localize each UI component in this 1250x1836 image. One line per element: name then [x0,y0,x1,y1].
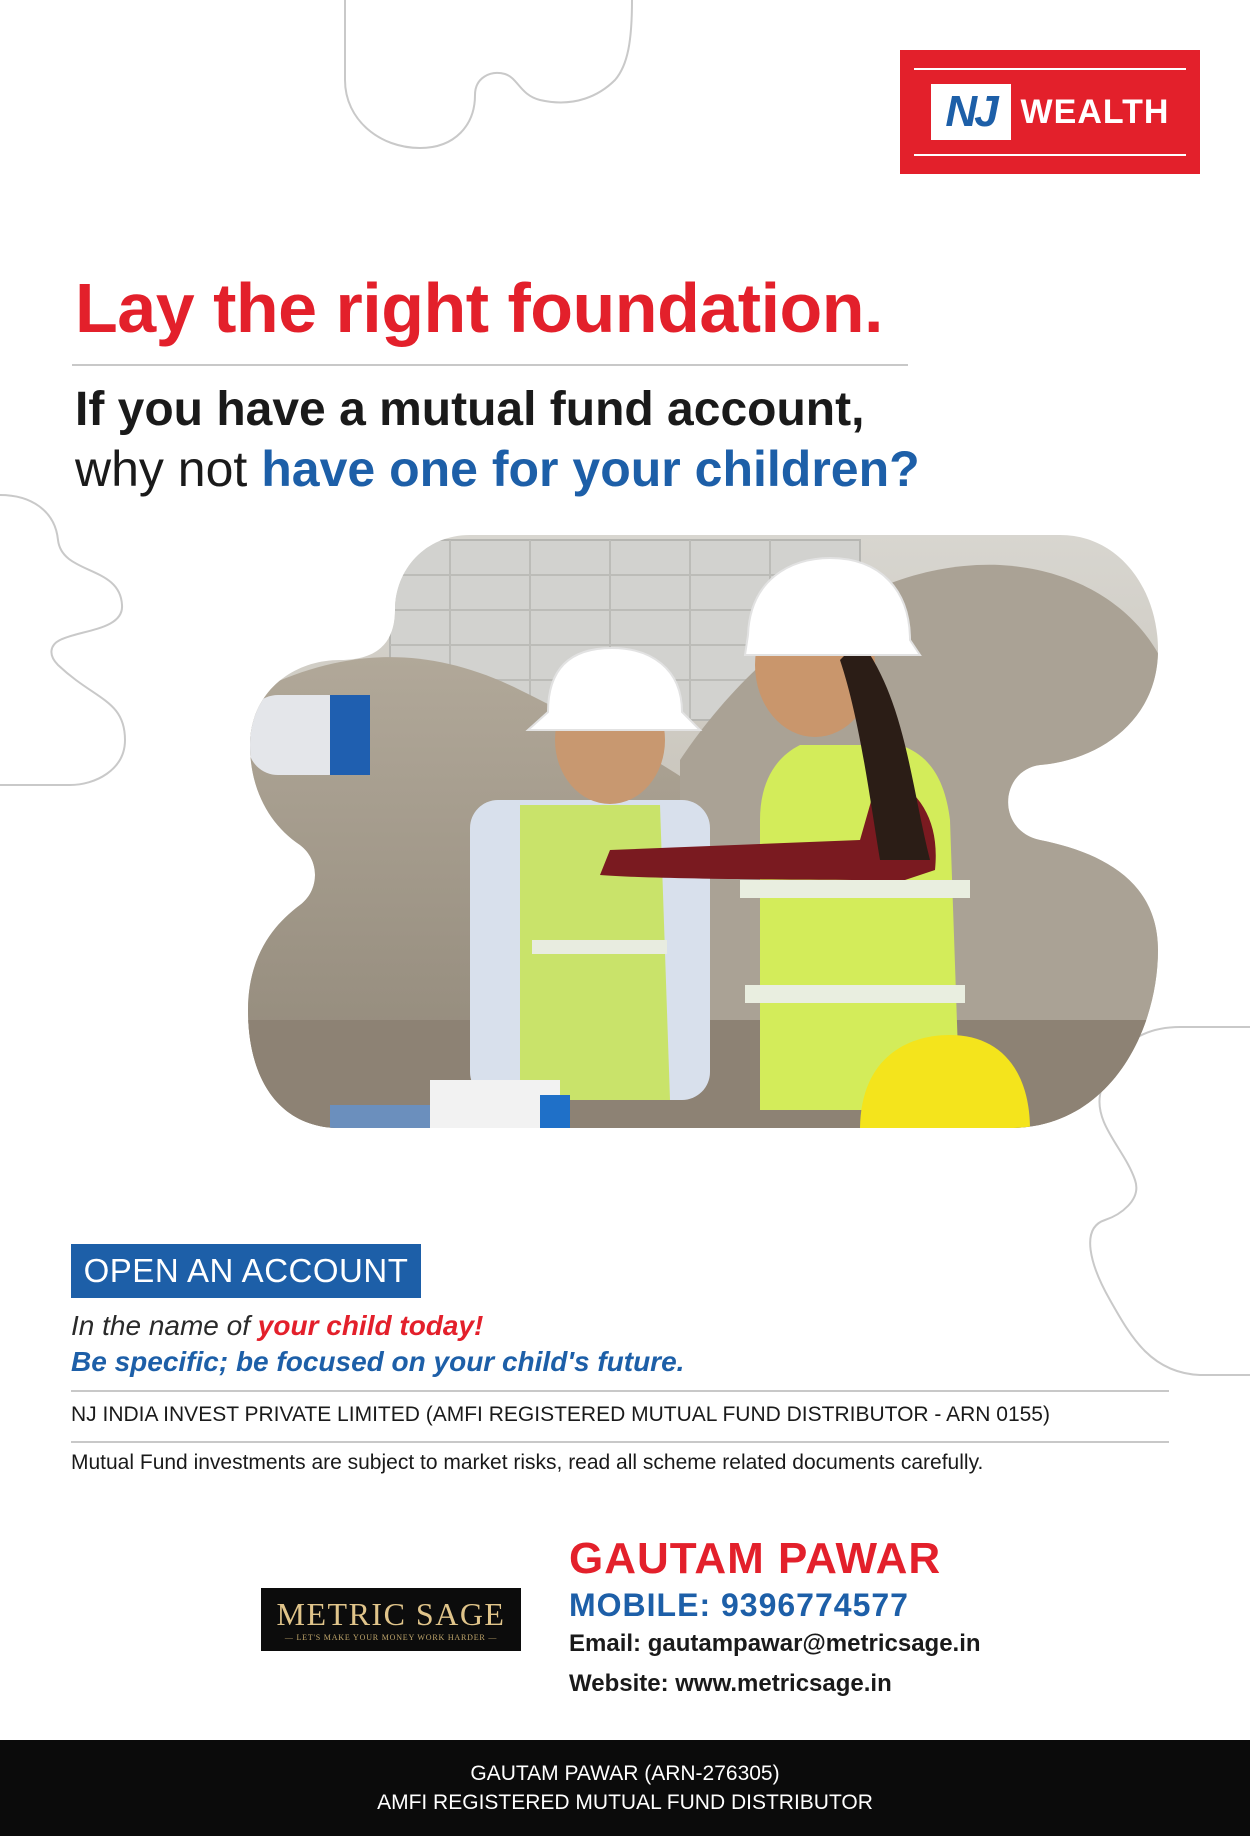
footer-line2: AMFI REGISTERED MUTUAL FUND DISTRIBUTOR [377,1791,873,1814]
subheadline-line2 [75,440,920,498]
cta-line1 [71,1310,483,1342]
contact-website: Website: www.metricsage.in [569,1670,892,1697]
open-account-button[interactable]: OPEN AN ACCOUNT [71,1244,421,1298]
headline-divider [72,364,908,366]
company-line: NJ INDIA INVEST PRIVATE LIMITED (AMFI REGISTERED MUTUAL FUND DISTRIBUTOR - ARN 0155) [71,1403,1050,1426]
metric-sage-name: METRIC SAGE [276,1596,506,1632]
divider-top [71,1390,1169,1392]
logo-wordmark: WEALTH [1020,92,1170,131]
footer-bar [0,1740,1250,1836]
disclaimer-text: Mutual Fund investments are subject to market risks, read all scheme related documents carefully. [71,1451,984,1474]
metric-sage-tagline: — LET'S MAKE YOUR MONEY WORK HARDER — [284,1633,498,1642]
cta-line1-highlight: your child today! [257,1310,484,1341]
subheadline-line2-highlight: have one for your children? [261,441,920,497]
metric-sage-logo [261,1588,521,1651]
footer-line1: GAUTAM PAWAR (ARN-276305) [470,1762,780,1785]
nj-wealth-logo [900,50,1200,174]
cta-line2: Be specific; be focused on your child's future. [71,1346,685,1377]
divider-bottom [71,1441,1169,1443]
cta-line1-plain: In the name of [71,1310,258,1341]
contact-email: Email: gautampawar@metricsage.in [569,1630,981,1657]
headline: Lay the right foundation. [75,269,883,347]
subheadline-line1: If you have a mutual fund account, [75,383,865,436]
contact-mobile: MOBILE: 9396774577 [569,1587,909,1623]
nj-logo-mark-icon: NJ [931,84,1011,140]
contact-name: GAUTAM PAWAR [569,1534,942,1583]
subheadline-line2-plain: why not [75,441,262,497]
